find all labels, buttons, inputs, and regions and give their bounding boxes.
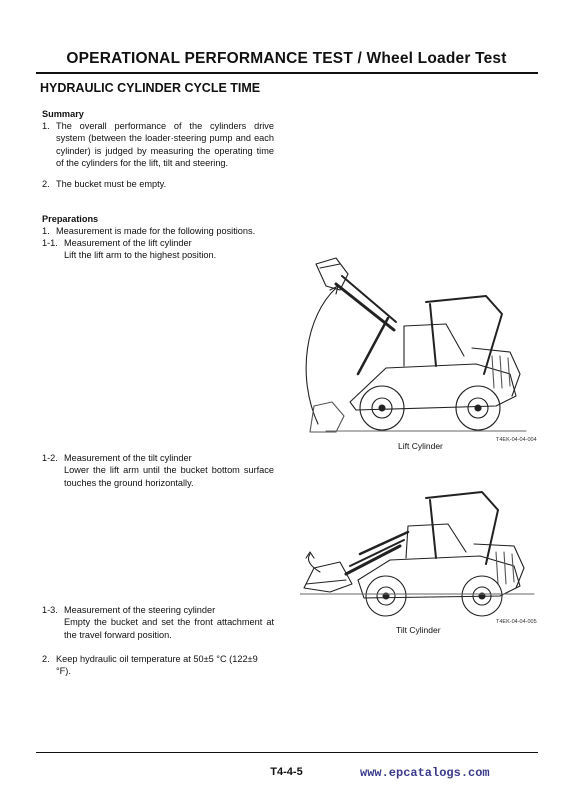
summary-item-2 xyxy=(42,178,274,190)
prep-item-2 xyxy=(42,653,274,678)
prep-sub-1-text: Lift the lift arm to the highest position. xyxy=(64,250,217,261)
prep-sub-2-text: Lower the lift arm until the bucket bottom surface touches the ground horizontally. xyxy=(64,465,274,488)
header-rule xyxy=(36,72,538,74)
summary-item-1 xyxy=(42,120,274,170)
watermark: www.epcatalogs.com xyxy=(360,766,490,780)
prep-sub-3-title: Measurement of the steering cylinder xyxy=(64,605,216,615)
summary-item-1-text: The overall performance of the cylinders drive system (between the loader·steering pump and each cylinder) is judged by measuring the operating time of the cylinders for the lift, tilt and steering. xyxy=(56,121,274,169)
lift-figure-caption: Lift Cylinder xyxy=(398,441,443,451)
preparations-heading: Preparations xyxy=(42,214,99,224)
tilt-figure-code: T4EK-04-04-005 xyxy=(496,619,537,625)
summary-item-1-number: 1. xyxy=(42,121,50,131)
prep-sub-2 xyxy=(42,452,274,489)
lift-figure-code: T4EK-04-04-004 xyxy=(496,437,537,443)
summary-item-2-number: 2. xyxy=(42,179,50,189)
prep-item-1-number: 1. xyxy=(42,226,50,236)
prep-item-1 xyxy=(42,225,274,237)
section-title: HYDRAULIC CYLINDER CYCLE TIME xyxy=(40,81,261,95)
tilt-figure-caption: Tilt Cylinder xyxy=(396,625,441,635)
prep-sub-3-text: Empty the bucket and set the front attachment at the travel forward position. xyxy=(64,617,274,640)
lift-cylinder-illustration xyxy=(296,256,536,438)
prep-item-1-text: Measurement is made for the following positions. xyxy=(56,226,256,236)
prep-item-2-number: 2. xyxy=(42,654,50,664)
summary-item-2-text: The bucket must be empty. xyxy=(56,179,167,189)
prep-sub-2-title: Measurement of the tilt cylinder xyxy=(64,453,192,463)
prep-sub-3-number: 1-3. xyxy=(42,605,58,615)
prep-sub-1-number: 1-1. xyxy=(42,238,58,248)
prep-sub-2-number: 1-2. xyxy=(42,453,58,463)
page-header-title: OPERATIONAL PERFORMANCE TEST / Wheel Loader Test xyxy=(66,50,507,67)
prep-sub-1-title: Measurement of the lift cylinder xyxy=(64,238,192,248)
summary-heading: Summary xyxy=(42,109,84,119)
footer-rule xyxy=(36,752,538,753)
prep-item-2-text: Keep hydraulic oil temperature at 50±5 °C (122±9 °F). xyxy=(56,654,258,677)
prep-sub-3 xyxy=(42,604,274,641)
tilt-cylinder-illustration xyxy=(300,488,536,618)
prep-sub-1 xyxy=(42,237,274,262)
page-number: T4-4-5 xyxy=(270,766,303,778)
